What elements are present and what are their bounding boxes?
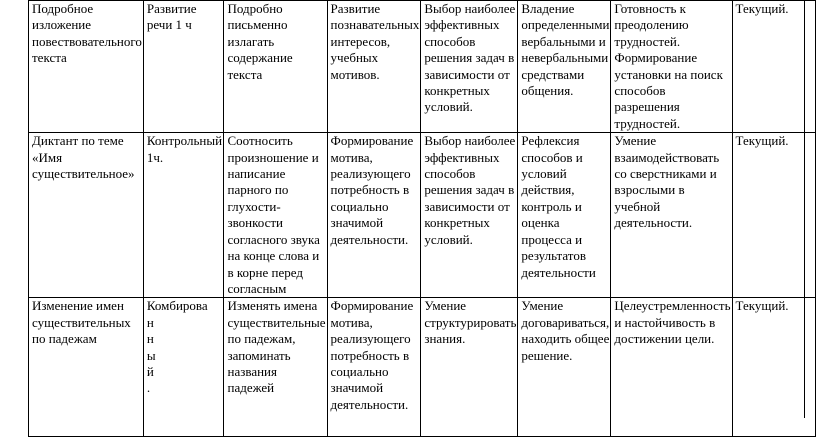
lesson-type-cell: Развитие речи 1 ч xyxy=(143,1,224,133)
lesson-type-cell: Контрольный 1ч. xyxy=(143,133,224,298)
control-type-cell: Текущий. xyxy=(732,298,816,437)
regulative-skills-cell: Целеустремленность и настойчивость в достижении цели. xyxy=(611,298,732,437)
cognitive-skills-cell: Умение структурировать знания. xyxy=(421,298,518,437)
topic-cell: Подробное изложение повествовательного текста xyxy=(29,1,144,133)
communicative-skills-cell: Рефлексия способов и условий действия, контроль и оценка процесса и результатов деятельности xyxy=(518,133,611,298)
subject-results-cell: Подробно письменно излагать содержание текста xyxy=(224,1,327,133)
control-type-cell: Текущий. xyxy=(732,133,816,298)
topic-cell: Диктант по теме «Имя существительное» xyxy=(29,133,144,298)
subject-results-cell: Соотносить произношение и написание парного по глухости-звонкости согласного звука на конце слова и в корне перед согласным xyxy=(224,133,327,298)
regulative-skills-cell: Умение взаимодействовать со сверстниками и взрослыми в учебной деятельности. xyxy=(611,133,732,298)
cognitive-skills-cell: Выбор наиболее эффективных способов решения задач в зависимости от конкретных условий. xyxy=(421,1,518,133)
communicative-skills-cell: Владение определенными вербальными и невербальными средствами общения. xyxy=(518,1,611,133)
table-row xyxy=(29,1,816,133)
regulative-skills-cell: Готовность к преодолению трудностей. Формирование установки на поиск способов разрешения трудностей. xyxy=(611,1,732,133)
communicative-skills-cell: Умение договариваться, находить общее решение. xyxy=(518,298,611,437)
table-row xyxy=(29,133,816,298)
personal-results-cell: Формирование мотива, реализующего потребность в социально значимой деятельности. xyxy=(327,298,421,437)
personal-results-cell: Развитие познавательных интересов, учебных мотивов. xyxy=(327,1,421,133)
personal-results-cell: Формирование мотива, реализующего потребность в социально значимой деятельности. xyxy=(327,133,421,298)
topic-cell: Изменение имен существительных по падежам xyxy=(29,298,144,437)
subject-results-cell: Изменять имена существительные по падежам, запоминать названия падежей xyxy=(224,298,327,437)
page-border-line xyxy=(804,0,805,418)
cognitive-skills-cell: Выбор наиболее эффективных способов решения задач в зависимости от конкретных условий. xyxy=(421,133,518,298)
table-row xyxy=(29,298,816,437)
control-type-cell: Текущий. xyxy=(732,1,816,133)
lesson-plan-table xyxy=(28,0,816,437)
lesson-type-cell: Комбирова н н ы й . xyxy=(143,298,224,437)
